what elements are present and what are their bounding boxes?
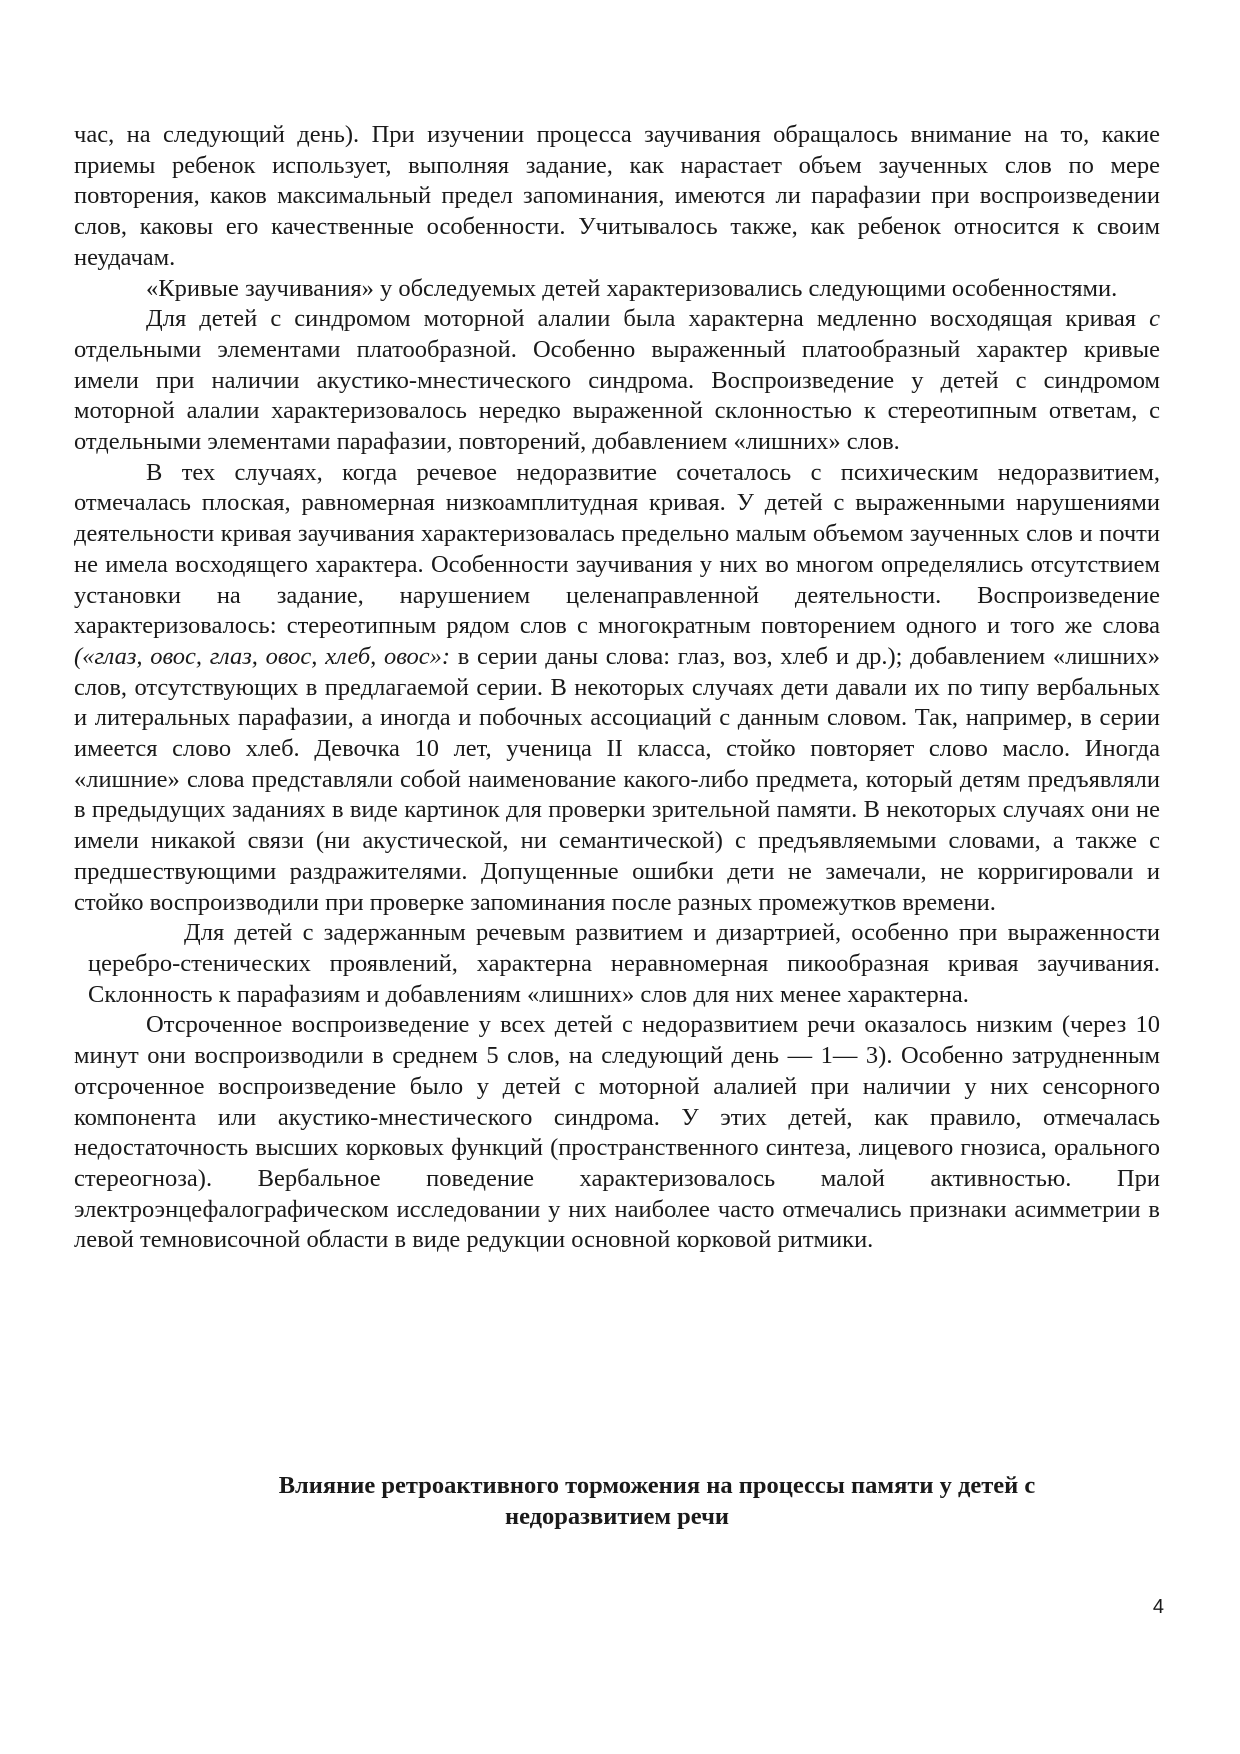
- paragraph-2: [74, 274, 1160, 305]
- paragraph-5: [88, 918, 1160, 1010]
- section-heading: [74, 1470, 1160, 1532]
- paragraph-4: [74, 458, 1160, 919]
- paragraph-4-segment: («глаз, овос, глаз, овос, хлеб, овос»:: [74, 642, 451, 670]
- paragraph-1: [74, 120, 1160, 274]
- paragraph-1-segment: час, на следующий день). При изучении процесса заучивания обращалось внимание на то, какие приемы ребенок использует, выполняя задание, как нарастает объем заученных слов по мере повторения, каков максимальный предел запоминания, имеются ли парафазии при воспроизведении слов, каковы его качественные особенности. Учитывалось также, как ребенок относится к своим неудачам.: [74, 121, 1160, 271]
- paragraph-3-segment: с: [1149, 305, 1160, 333]
- page-number: 4: [1152, 1596, 1164, 1618]
- paragraph-4-segment: В тех случаях, когда речевое недоразвитие сочеталось с психическим недоразвитием, отмечалась плоская, равномерная низкоамплитудная кривая. У детей с выраженными нарушениями деятельности кривая заучивания характеризовалась предельно малым объемом заученных слов и почти не имела восходящего характера. Особенности заучивания у них во многом определялись отсутствием установки на задание, нарушением целенаправленной деятельности. Воспроизведение характеризовалось: стереотипным рядом слов с многократным повторением одного и того же слова: [74, 458, 1160, 640]
- section-heading-line-2: недоразвитием речи: [504, 1503, 730, 1530]
- paragraph-4-segment: в серии даны слова: глаз, воз, хлеб и др.); добавлением «лишних» слов, отсутствующих в предлагаемой серии. В некоторых случаях дети давали их по типу вербальных и литеральных парафазии, а иногда и побочных ассоциаций с данным словом. Так, например, в серии имеется слово хлеб. Девочка 10 лет, ученица II класса, стойко повторяет слово масло. Иногда «лишние» слова представляли собой наименование какого-либо предмета, который детям предъявляли в предыдущих заданиях в виде картинок для проверки зрительной памяти. В некоторых случаях они не имели никакой связи (ни акустической, ни семантической) с предъявляемыми словами, а также с предшествующими раздражителями. Допущенные ошибки дети не замечали, не корригировали и стойко воспроизводили при проверке запоминания после разных промежутков времени.: [74, 642, 1160, 916]
- paragraph-3-segment: Для детей с синдромом моторной алалии была характерна медленно восходящая кривая: [146, 305, 1150, 333]
- section-heading-line-1: Влияние ретроактивного торможения на процессы памяти у детей с: [278, 1472, 1036, 1499]
- paragraph-3-segment: отдельными элементами платообразной. Особенно выраженный платообразный характер кривые имели при наличии акустико-мнестического синдрома. Воспроизведение у детей с синдромом моторной алалии характеризовалось нередко выраженной склонностью к стереотипным ответам, с отдельными элементами парафазии, повторений, добавлением «лишних» слов.: [74, 335, 1160, 456]
- paragraph-5-segment: Для детей с задержанным речевым развитием и дизартрией, особенно при выраженности церебро-стенических проявлений, характерна неравномерная пикообразная кривая заучивания. Склонность к парафазиям и добавлениям «лишних» слов для них менее характерна.: [88, 919, 1160, 1008]
- body-text: [74, 120, 1160, 1256]
- paragraph-2-segment: «Кривые заучивания» у обследуемых детей характеризовались следующими особенностями.: [146, 274, 1118, 302]
- paragraph-6: [74, 1010, 1160, 1256]
- paragraph-6-segment: Отсроченное воспроизведение у всех детей с недоразвитием речи оказалось низким (через 10 минут они воспроизводили в среднем 5 слов, на следующий день — 1— 3). Особенно затрудненным отсроченное воспроизведение было у детей с моторной алалией при наличии у них сенсорного компонента или акустико-мнестического синдрома. У этих детей, как правило, отмечалась недостаточность высших корковых функций (пространственного синтеза, лицевого гнозиса, орального стереогноза). Вербальное поведение характеризовалось малой активностью. При электроэнцефалографическом исследовании у них наиболее часто отмечались признаки асимметрии в левой темновисочной области в виде редукции основной корковой ритмики.: [74, 1011, 1160, 1254]
- paragraph-3: [74, 304, 1160, 458]
